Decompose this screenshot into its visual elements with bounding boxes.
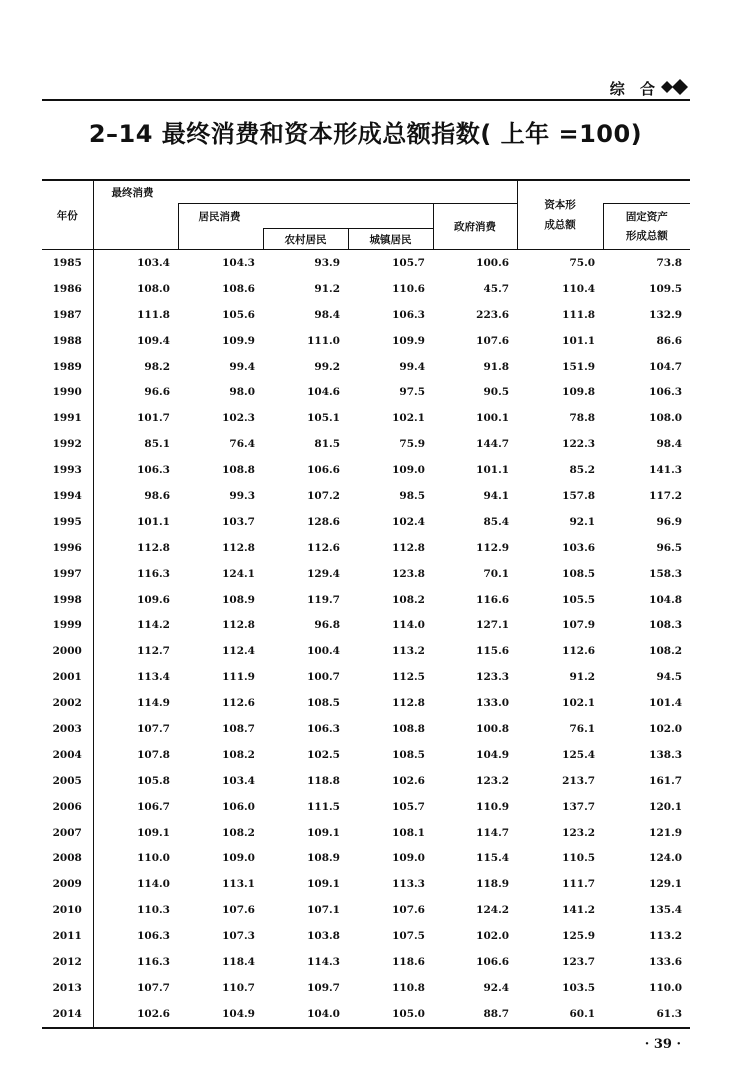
table-row <box>42 794 690 820</box>
table-row <box>42 949 690 975</box>
value-cell: 117.2 <box>649 489 683 502</box>
value-cell: 108.6 <box>222 282 255 295</box>
value-cell: 100.4 <box>307 645 340 658</box>
year-cell: 1992 <box>42 431 93 457</box>
table-header <box>42 180 690 250</box>
value-cell: 104.3 <box>222 256 255 269</box>
value-cell: 132.9 <box>649 308 683 321</box>
value-cell: 112.6 <box>562 645 596 658</box>
header-capital-line-2: 成总额 <box>544 219 576 231</box>
year-cell: 2014 <box>42 1001 93 1028</box>
value-cell: 110.7 <box>222 981 255 994</box>
value-cell: 103.7 <box>222 515 255 528</box>
value-cell: 124.2 <box>476 904 510 917</box>
value-cell: 110.0 <box>649 981 683 994</box>
value-cell: 113.2 <box>649 930 683 943</box>
value-cell: 99.2 <box>314 360 340 373</box>
year-cell: 1990 <box>42 379 93 405</box>
year-cell: 2003 <box>42 716 93 742</box>
value-cell: 114.7 <box>476 826 510 839</box>
table-row <box>42 509 690 535</box>
value-cell: 109.1 <box>137 826 170 839</box>
value-cell: 100.8 <box>476 722 510 735</box>
value-cell: 108.2 <box>222 826 255 839</box>
value-cell: 112.6 <box>222 697 255 710</box>
value-cell: 118.9 <box>476 878 510 891</box>
value-cell: 85.1 <box>144 438 170 451</box>
value-cell: 109.9 <box>392 334 425 347</box>
value-cell: 107.1 <box>307 904 340 917</box>
value-cell: 98.4 <box>656 438 683 451</box>
table-row <box>42 975 690 1001</box>
value-cell: 76.1 <box>569 722 596 735</box>
value-cell: 99.3 <box>229 489 255 502</box>
value-cell: 108.7 <box>222 722 255 735</box>
value-cell: 213.7 <box>562 774 596 787</box>
header-capital-line-1: 资本形 <box>544 199 576 211</box>
value-cell: 106.6 <box>307 464 340 477</box>
value-cell: 91.8 <box>483 360 510 373</box>
value-cell: 112.8 <box>392 697 425 710</box>
value-cell: 112.8 <box>137 541 170 554</box>
value-cell: 102.4 <box>392 515 425 528</box>
value-cell: 105.1 <box>307 412 340 425</box>
value-cell: 102.5 <box>307 748 340 761</box>
value-cell: 99.4 <box>399 360 425 373</box>
value-cell: 108.1 <box>392 826 425 839</box>
value-cell: 110.9 <box>476 800 510 813</box>
table-row <box>42 1001 690 1028</box>
value-cell: 100.6 <box>476 256 510 269</box>
value-cell: 112.8 <box>222 619 255 632</box>
value-cell: 128.6 <box>307 515 340 528</box>
value-cell: 122.3 <box>562 438 596 451</box>
value-cell: 123.2 <box>562 826 596 839</box>
value-cell: 107.6 <box>476 334 510 347</box>
value-cell: 101.1 <box>476 464 510 477</box>
value-cell: 102.0 <box>649 722 683 735</box>
page-title: 2–14 最终消费和资本形成总额指数( 上年 =100) <box>88 120 643 148</box>
section-label: 综 合 <box>609 80 660 98</box>
value-cell: 123.7 <box>562 955 596 968</box>
header-blank-resident <box>178 229 263 250</box>
value-cell: 102.1 <box>392 412 425 425</box>
table-row <box>42 587 690 613</box>
year-cell: 2009 <box>42 871 93 897</box>
year-cell: 1999 <box>42 612 93 638</box>
table-row <box>42 276 690 302</box>
value-cell: 112.8 <box>222 541 255 554</box>
value-cell: 81.5 <box>314 438 340 451</box>
value-cell: 76.4 <box>229 438 255 451</box>
value-cell: 112.7 <box>137 645 170 658</box>
value-cell: 114.3 <box>307 955 340 968</box>
year-cell: 1993 <box>42 457 93 483</box>
value-cell: 110.3 <box>137 904 170 917</box>
value-cell: 114.2 <box>137 619 170 632</box>
value-cell: 85.4 <box>483 515 510 528</box>
value-cell: 45.7 <box>483 282 510 295</box>
table-row <box>42 535 690 561</box>
value-cell: 111.5 <box>307 800 340 813</box>
year-cell: 1986 <box>42 276 93 302</box>
year-cell: 2008 <box>42 845 93 871</box>
table-row <box>42 664 690 690</box>
header-resident-consumption: 居民消费 <box>178 204 433 229</box>
value-cell: 108.9 <box>307 852 340 865</box>
value-cell: 86.6 <box>656 334 683 347</box>
value-cell: 102.0 <box>476 930 510 943</box>
value-cell: 97.5 <box>399 386 425 399</box>
value-cell: 104.6 <box>307 386 340 399</box>
value-cell: 101.7 <box>137 412 170 425</box>
value-cell: 108.2 <box>649 645 683 658</box>
table-row <box>42 405 690 431</box>
value-cell: 110.8 <box>392 981 425 994</box>
value-cell: 114.9 <box>137 697 170 710</box>
table-row <box>42 379 690 405</box>
year-cell: 2006 <box>42 794 93 820</box>
value-cell: 105.6 <box>222 308 255 321</box>
value-cell: 109.1 <box>307 878 340 891</box>
value-cell: 106.6 <box>476 955 510 968</box>
page-number: · 39 · <box>644 1037 681 1052</box>
value-cell: 133.6 <box>649 955 683 968</box>
value-cell: 115.4 <box>476 852 510 865</box>
value-cell: 137.7 <box>562 800 596 813</box>
value-cell: 102.1 <box>562 697 596 710</box>
value-cell: 109.1 <box>307 826 340 839</box>
year-cell: 1996 <box>42 535 93 561</box>
table-row <box>42 638 690 664</box>
year-cell: 1985 <box>42 250 93 276</box>
header-blank-final <box>93 204 178 250</box>
value-cell: 91.2 <box>569 671 596 684</box>
table-row <box>42 845 690 871</box>
value-cell: 112.4 <box>222 645 255 658</box>
value-cell: 98.6 <box>144 489 170 502</box>
year-cell: 1991 <box>42 405 93 431</box>
value-cell: 110.0 <box>137 852 170 865</box>
value-cell: 98.5 <box>399 489 425 502</box>
value-cell: 106.3 <box>137 464 170 477</box>
value-cell: 111.8 <box>137 308 170 321</box>
header-blank-fixed <box>603 180 690 204</box>
year-cell: 1988 <box>42 328 93 354</box>
value-cell: 157.8 <box>562 489 596 502</box>
value-cell: 75.9 <box>399 438 425 451</box>
value-cell: 108.0 <box>137 282 170 295</box>
value-cell: 105.5 <box>562 593 596 606</box>
header-fixed-capital <box>603 204 690 250</box>
value-cell: 61.3 <box>603 1001 690 1028</box>
year-cell: 1997 <box>42 561 93 587</box>
value-cell: 105.7 <box>392 800 425 813</box>
section-header <box>42 76 690 98</box>
value-cell: 107.6 <box>222 904 255 917</box>
value-cell: 104.9 <box>178 1001 263 1028</box>
index-table <box>42 179 690 1029</box>
value-cell: 123.2 <box>476 774 510 787</box>
value-cell: 96.6 <box>144 386 170 399</box>
value-cell: 78.8 <box>569 412 596 425</box>
value-cell: 112.8 <box>392 541 425 554</box>
year-cell: 1998 <box>42 587 93 613</box>
year-cell: 2001 <box>42 664 93 690</box>
value-cell: 106.3 <box>137 930 170 943</box>
table-row <box>42 742 690 768</box>
value-cell: 118.6 <box>392 955 425 968</box>
value-cell: 96.8 <box>314 619 340 632</box>
header-fixed-line-1: 固定资产 <box>625 210 668 223</box>
value-cell: 103.4 <box>222 774 255 787</box>
value-cell: 116.3 <box>137 567 170 580</box>
value-cell: 110.4 <box>562 282 596 295</box>
year-cell: 2004 <box>42 742 93 768</box>
value-cell: 75.0 <box>569 256 596 269</box>
value-cell: 104.9 <box>476 748 510 761</box>
value-cell: 114.0 <box>392 619 425 632</box>
table-row <box>42 328 690 354</box>
value-cell: 105.8 <box>137 774 170 787</box>
value-cell: 108.9 <box>222 593 255 606</box>
value-cell: 110.6 <box>392 282 425 295</box>
value-cell: 103.8 <box>307 930 340 943</box>
value-cell: 104.0 <box>263 1001 348 1028</box>
year-cell: 2010 <box>42 897 93 923</box>
value-cell: 102.6 <box>93 1001 178 1028</box>
value-cell: 121.9 <box>649 826 683 839</box>
value-cell: 125.9 <box>562 930 596 943</box>
value-cell: 103.5 <box>562 981 596 994</box>
value-cell: 125.4 <box>562 748 596 761</box>
value-cell: 110.5 <box>562 852 596 865</box>
value-cell: 112.9 <box>476 541 510 554</box>
value-cell: 109.0 <box>392 852 425 865</box>
value-cell: 107.5 <box>392 930 425 943</box>
year-cell: 2013 <box>42 975 93 1001</box>
value-cell: 223.6 <box>476 308 510 321</box>
value-cell: 88.7 <box>433 1001 517 1028</box>
value-cell: 96.9 <box>656 515 683 528</box>
value-cell: 138.3 <box>649 748 683 761</box>
value-cell: 123.8 <box>392 567 425 580</box>
value-cell: 98.2 <box>144 360 170 373</box>
value-cell: 105.0 <box>348 1001 433 1028</box>
value-cell: 99.4 <box>229 360 255 373</box>
value-cell: 113.4 <box>137 671 170 684</box>
value-cell: 119.7 <box>307 593 340 606</box>
year-cell: 1995 <box>42 509 93 535</box>
table-row <box>42 871 690 897</box>
value-cell: 124.0 <box>649 852 683 865</box>
value-cell: 91.2 <box>314 282 340 295</box>
header-government-consumption: 政府消费 <box>433 204 517 250</box>
value-cell: 118.4 <box>222 955 255 968</box>
value-cell: 113.3 <box>392 878 425 891</box>
value-cell: 109.8 <box>562 386 596 399</box>
value-cell: 107.6 <box>392 904 425 917</box>
value-cell: 101.4 <box>649 697 683 710</box>
value-cell: 158.3 <box>649 567 683 580</box>
value-cell: 96.5 <box>656 541 683 554</box>
value-cell: 92.1 <box>569 515 596 528</box>
double-diamond-icon <box>660 79 690 95</box>
value-cell: 109.4 <box>137 334 170 347</box>
header-rural-residents: 农村居民 <box>263 229 348 250</box>
value-cell: 94.5 <box>656 671 683 684</box>
table-row <box>42 250 690 276</box>
value-cell: 108.8 <box>392 722 425 735</box>
year-cell: 2002 <box>42 690 93 716</box>
value-cell: 115.6 <box>476 645 510 658</box>
value-cell: 106.7 <box>137 800 170 813</box>
value-cell: 60.1 <box>517 1001 603 1028</box>
value-cell: 104.7 <box>649 360 683 373</box>
table-row <box>42 483 690 509</box>
header-year: 年份 <box>42 180 93 250</box>
value-cell: 118.8 <box>307 774 340 787</box>
value-cell: 109.0 <box>222 852 255 865</box>
value-cell: 98.0 <box>229 386 255 399</box>
value-cell: 108.2 <box>392 593 425 606</box>
value-cell: 85.2 <box>569 464 596 477</box>
value-cell: 94.1 <box>483 489 510 502</box>
value-cell: 107.7 <box>137 722 170 735</box>
value-cell: 73.8 <box>656 256 683 269</box>
value-cell: 113.2 <box>392 645 425 658</box>
table-row <box>42 354 690 380</box>
table-row <box>42 897 690 923</box>
value-cell: 106.3 <box>307 722 340 735</box>
header-fixed-line-2: 形成总额 <box>625 229 668 242</box>
value-cell: 127.1 <box>476 619 510 632</box>
value-cell: 92.4 <box>483 981 510 994</box>
value-cell: 101.1 <box>562 334 596 347</box>
value-cell: 107.9 <box>562 619 596 632</box>
value-cell: 111.8 <box>562 308 596 321</box>
value-cell: 107.2 <box>307 489 340 502</box>
year-cell: 1989 <box>42 354 93 380</box>
table-row <box>42 457 690 483</box>
value-cell: 107.7 <box>137 981 170 994</box>
year-cell: 1994 <box>42 483 93 509</box>
value-cell: 135.4 <box>649 904 683 917</box>
value-cell: 109.9 <box>222 334 255 347</box>
value-cell: 111.0 <box>307 334 340 347</box>
value-cell: 70.1 <box>483 567 510 580</box>
value-cell: 103.4 <box>137 256 170 269</box>
value-cell: 109.0 <box>392 464 425 477</box>
value-cell: 100.7 <box>307 671 340 684</box>
value-cell: 123.3 <box>476 671 510 684</box>
value-cell: 107.3 <box>222 930 255 943</box>
table-row <box>42 561 690 587</box>
value-cell: 108.2 <box>222 748 255 761</box>
value-cell: 105.7 <box>392 256 425 269</box>
value-cell: 102.3 <box>222 412 255 425</box>
table-row <box>42 302 690 328</box>
value-cell: 111.7 <box>562 878 596 891</box>
value-cell: 109.5 <box>649 282 683 295</box>
year-cell: 2007 <box>42 820 93 846</box>
table-row <box>42 923 690 949</box>
header-capital-formation <box>517 180 603 250</box>
value-cell: 108.0 <box>649 412 683 425</box>
value-cell: 144.7 <box>476 438 510 451</box>
table-row <box>42 612 690 638</box>
year-cell: 2012 <box>42 949 93 975</box>
value-cell: 113.1 <box>222 878 255 891</box>
table-row <box>42 716 690 742</box>
value-cell: 108.8 <box>222 464 255 477</box>
value-cell: 111.9 <box>222 671 255 684</box>
value-cell: 106.3 <box>649 386 683 399</box>
value-cell: 106.0 <box>222 800 255 813</box>
value-cell: 151.9 <box>562 360 596 373</box>
value-cell: 109.6 <box>137 593 170 606</box>
value-cell: 129.1 <box>649 878 683 891</box>
year-cell: 1987 <box>42 302 93 328</box>
value-cell: 93.9 <box>314 256 340 269</box>
value-cell: 108.5 <box>392 748 425 761</box>
value-cell: 100.1 <box>476 412 510 425</box>
value-cell: 107.8 <box>137 748 170 761</box>
section-rule <box>42 99 690 101</box>
value-cell: 112.5 <box>392 671 425 684</box>
value-cell: 124.1 <box>222 567 255 580</box>
value-cell: 104.8 <box>649 593 683 606</box>
value-cell: 109.7 <box>307 981 340 994</box>
value-cell: 101.1 <box>137 515 170 528</box>
year-cell: 2005 <box>42 768 93 794</box>
value-cell: 141.2 <box>562 904 596 917</box>
value-cell: 112.6 <box>307 541 340 554</box>
value-cell: 103.6 <box>562 541 596 554</box>
value-cell: 120.1 <box>649 800 683 813</box>
value-cell: 161.7 <box>649 774 683 787</box>
value-cell: 129.4 <box>307 567 340 580</box>
value-cell: 108.5 <box>562 567 596 580</box>
value-cell: 116.3 <box>137 955 170 968</box>
value-cell: 90.5 <box>483 386 510 399</box>
value-cell: 141.3 <box>649 464 683 477</box>
value-cell: 106.3 <box>392 308 425 321</box>
header-final-consumption: 最终消费 <box>93 180 517 204</box>
table-body <box>42 250 690 1028</box>
table-row <box>42 768 690 794</box>
header-urban-residents: 城镇居民 <box>348 229 433 250</box>
year-cell: 2000 <box>42 638 93 664</box>
value-cell: 98.4 <box>314 308 340 321</box>
table-row <box>42 820 690 846</box>
value-cell: 102.6 <box>392 774 425 787</box>
year-cell: 2011 <box>42 923 93 949</box>
table-row <box>42 690 690 716</box>
value-cell: 116.6 <box>476 593 510 606</box>
value-cell: 108.3 <box>649 619 683 632</box>
value-cell: 114.0 <box>137 878 170 891</box>
value-cell: 108.5 <box>307 697 340 710</box>
table-row <box>42 431 690 457</box>
value-cell: 133.0 <box>476 697 510 710</box>
